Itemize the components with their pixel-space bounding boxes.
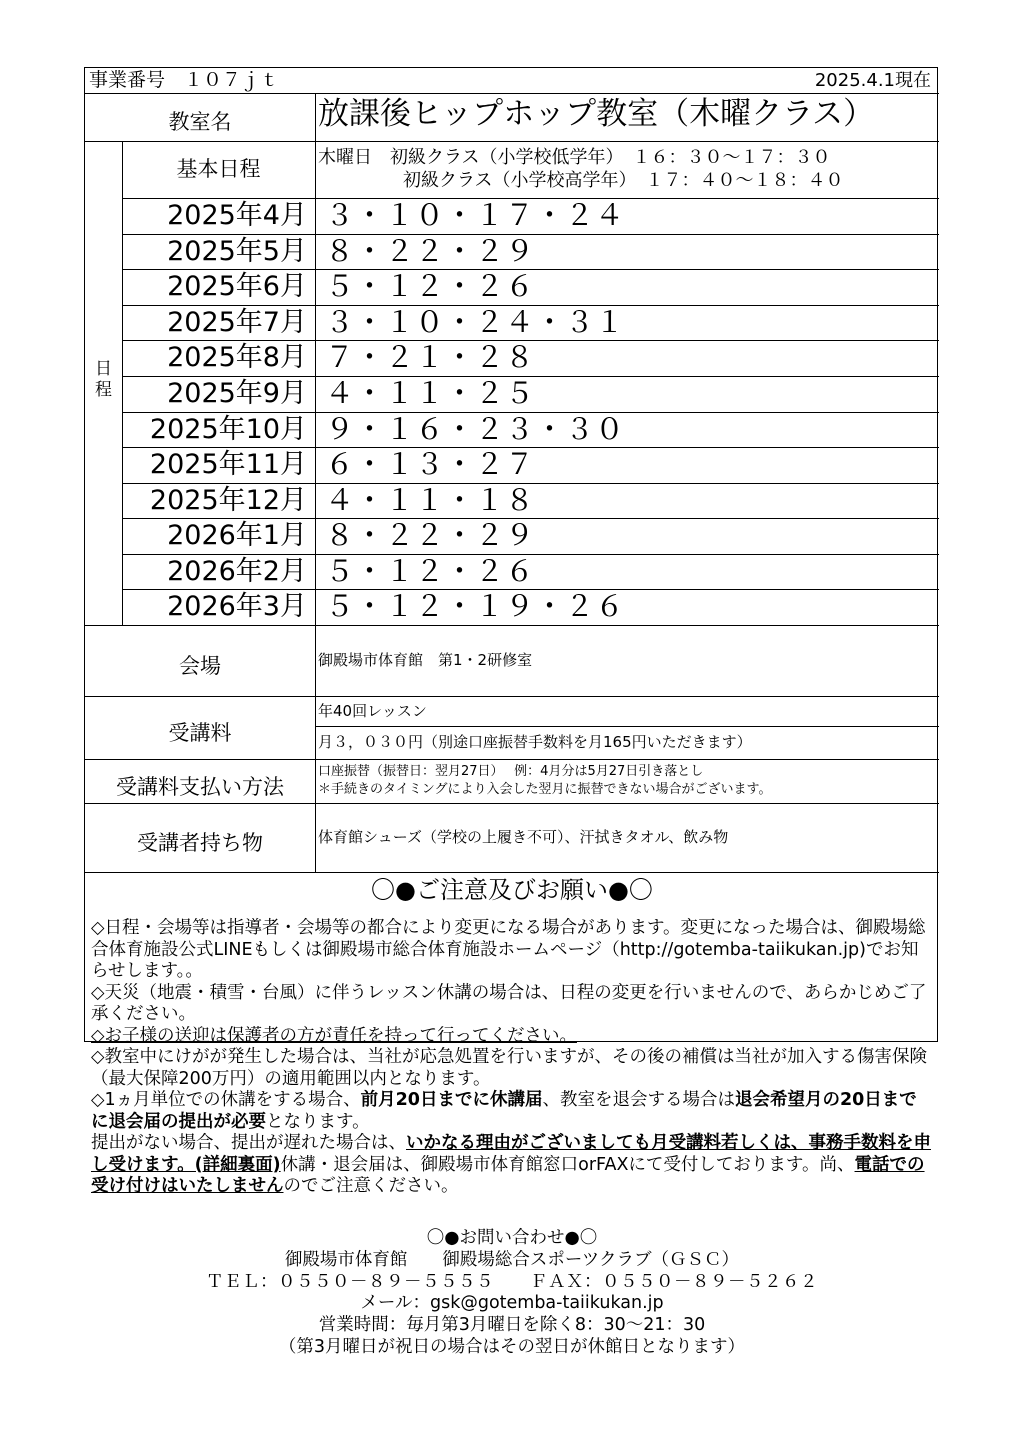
- venue-label: 会場: [179, 654, 221, 678]
- payment-label: 受講料支払い方法: [116, 775, 284, 799]
- flyer-sheet: [84, 67, 938, 1357]
- fee-lessons: 年40回レッスン: [318, 702, 427, 720]
- notice-late-text: 提出がない場合、提出が遅れた場合は、: [91, 1133, 406, 1153]
- month-dates: ３・１０・２４・３１: [325, 305, 626, 339]
- venue-value: 御殿場市体育館 第1・2研修室: [318, 651, 533, 669]
- month-dates: ６・１３・２７: [325, 447, 536, 481]
- rule: [85, 625, 939, 626]
- rule: [85, 141, 939, 142]
- month-label: 2026年3月: [167, 591, 307, 622]
- month-label: 2025年5月: [167, 236, 307, 267]
- rule: [85, 696, 939, 697]
- schedule-side-label: 日: [95, 359, 112, 379]
- basic-schedule-label: 基本日程: [176, 157, 261, 181]
- as-of-date: 2025.4.1現在: [814, 70, 931, 91]
- class-name-label: 教室名: [168, 110, 232, 134]
- month-label: 2026年2月: [167, 556, 307, 587]
- rule: [315, 93, 316, 141]
- payment-note: ＊手続きのタイミングにより入会した翌月に振替できない場合がございます。: [318, 782, 772, 797]
- month-dates: ８・２２・２９: [325, 518, 536, 552]
- month-dates: ５・１２・１９・２６: [325, 589, 626, 623]
- fee-amount: 月３，０３０円（別途口座振替手数料を月165円いただきます）: [318, 733, 752, 751]
- month-dates: ５・１２・２６: [325, 269, 536, 303]
- notice-absence-emphasis: 退会希望月の20日までに退会届の提出が必要: [91, 1090, 917, 1132]
- notice-body: [91, 918, 931, 1198]
- month-dates: ９・１６・２３・３０: [325, 412, 626, 446]
- month-label: 2025年10月: [149, 414, 307, 445]
- payment-method: 口座振替（振替日：翌月27日） 例：4月分は5月27日引き落とし: [318, 764, 704, 779]
- notice-injury: ◇教室中にけがが発生した場合は、当社が応急処置を行いますが、その後の補償は当社が加入する傷害保険（最大保障200万円）の適用範囲以内となります。: [91, 1047, 927, 1089]
- program-number: 事業番号 １０７ｊｔ: [89, 69, 280, 91]
- month-dates: ７・２１・２８: [325, 340, 536, 374]
- belongings-value: 体育館シューズ（学校の上履き不可）、汗拭きタオル、飲み物: [318, 828, 729, 846]
- month-label: 2025年8月: [167, 342, 307, 373]
- contact-org: 御殿場市体育館 御殿場総合スポーツクラブ（ＧＳＣ）: [284, 1249, 740, 1270]
- notice-late-text: のでご注意ください。: [283, 1176, 459, 1196]
- month-label: 2025年4月: [167, 200, 307, 231]
- rule: [315, 141, 316, 872]
- class-name-value: 放課後ヒップホップ教室（木曜クラス）: [318, 96, 875, 132]
- notice-late-submission: [91, 1133, 931, 1198]
- month-label: 2025年12月: [149, 485, 307, 516]
- notice-absence-text: ◇1ヵ月単位での休講をする場合、: [91, 1090, 361, 1110]
- notice-absence-emphasis: 前月20日までに休講届: [360, 1090, 543, 1110]
- month-label: 2025年11月: [149, 449, 307, 480]
- basic-schedule-line: 木曜日 初級クラス（小学校低学年） １６：３０～１７：３０: [318, 147, 831, 168]
- notice-late-text: 休講・退会届は、御殿場市体育館窓口orFAXにて受付しております。尚、: [280, 1154, 855, 1175]
- notice-absence-text: となります。: [266, 1111, 370, 1132]
- month-dates: ５・１２・２６: [325, 554, 536, 588]
- notice-weather: ◇天災（地震・積雪・台風）に伴うレッスン休講の場合は、日程の変更を行いませんので、あらかじめご了承ください。: [91, 982, 927, 1024]
- month-label: 2026年1月: [167, 520, 307, 551]
- notice-pickup: ◇お子様の送迎は保護者の方が責任を持って行ってください。: [91, 1025, 577, 1046]
- month-dates: ８・２２・２９: [325, 234, 536, 268]
- rule: [122, 141, 123, 625]
- notice-late-emphasis: いかなる理由がございましても月受講料若しくは、事務手数料を申し受けます。(詳細裏面): [91, 1133, 931, 1175]
- contact-phone: ＴＥＬ：０５５０－８９－５５５５ ＦＡＸ：０５５０－８９－５２６２: [206, 1271, 818, 1292]
- month-dates: ４・１１・２５: [325, 376, 536, 410]
- contact-hours: 営業時間：毎月第3月曜日を除く8：30～21：30: [318, 1315, 706, 1336]
- rule: [85, 759, 939, 760]
- schedule-side-label: 程: [95, 380, 112, 400]
- basic-schedule-line: 初級クラス（小学校高学年） １７：４０～１８：４０: [403, 170, 844, 191]
- notice-absence-text: 、教室を退会する場合は: [542, 1090, 735, 1110]
- notice-title: 〇●ご注意及びお願い●〇: [371, 876, 653, 904]
- contact-title: 〇●お問い合わせ●〇: [426, 1228, 598, 1248]
- notice-late-emphasis: 電話での受け付けはいたしません: [91, 1154, 925, 1196]
- contact-holiday: （第3月曜日が祝日の場合はその翌日が休館日となります）: [278, 1336, 746, 1357]
- month-dates: ３・１０・１７・２４: [325, 198, 626, 232]
- month-label: 2025年7月: [167, 307, 307, 338]
- month-dates: ４・１１・１８: [325, 483, 536, 517]
- rule: [85, 93, 939, 94]
- month-label: 2025年6月: [167, 271, 307, 302]
- month-label: 2025年9月: [167, 378, 307, 409]
- rule: [315, 726, 939, 727]
- notice-schedule-change: ◇日程・会場等は指導者・会場等の都合により変更になる場合があります。変更になった場合は、御殿場総合体育施設公式LINEもしくは御殿場市総合体育施設ホームページ（http://gotemba-taiikukan.jp)でお知らせします。。: [91, 918, 926, 981]
- rule: [85, 803, 939, 804]
- contact-block: [85, 1228, 939, 1359]
- belongings-label: 受講者持ち物: [137, 831, 263, 855]
- rule: [85, 872, 939, 873]
- contact-email: メール：gsk@gotemba-taiikukan.jp: [360, 1293, 664, 1314]
- notice-absence: [91, 1090, 931, 1133]
- fee-label: 受講料: [168, 721, 232, 745]
